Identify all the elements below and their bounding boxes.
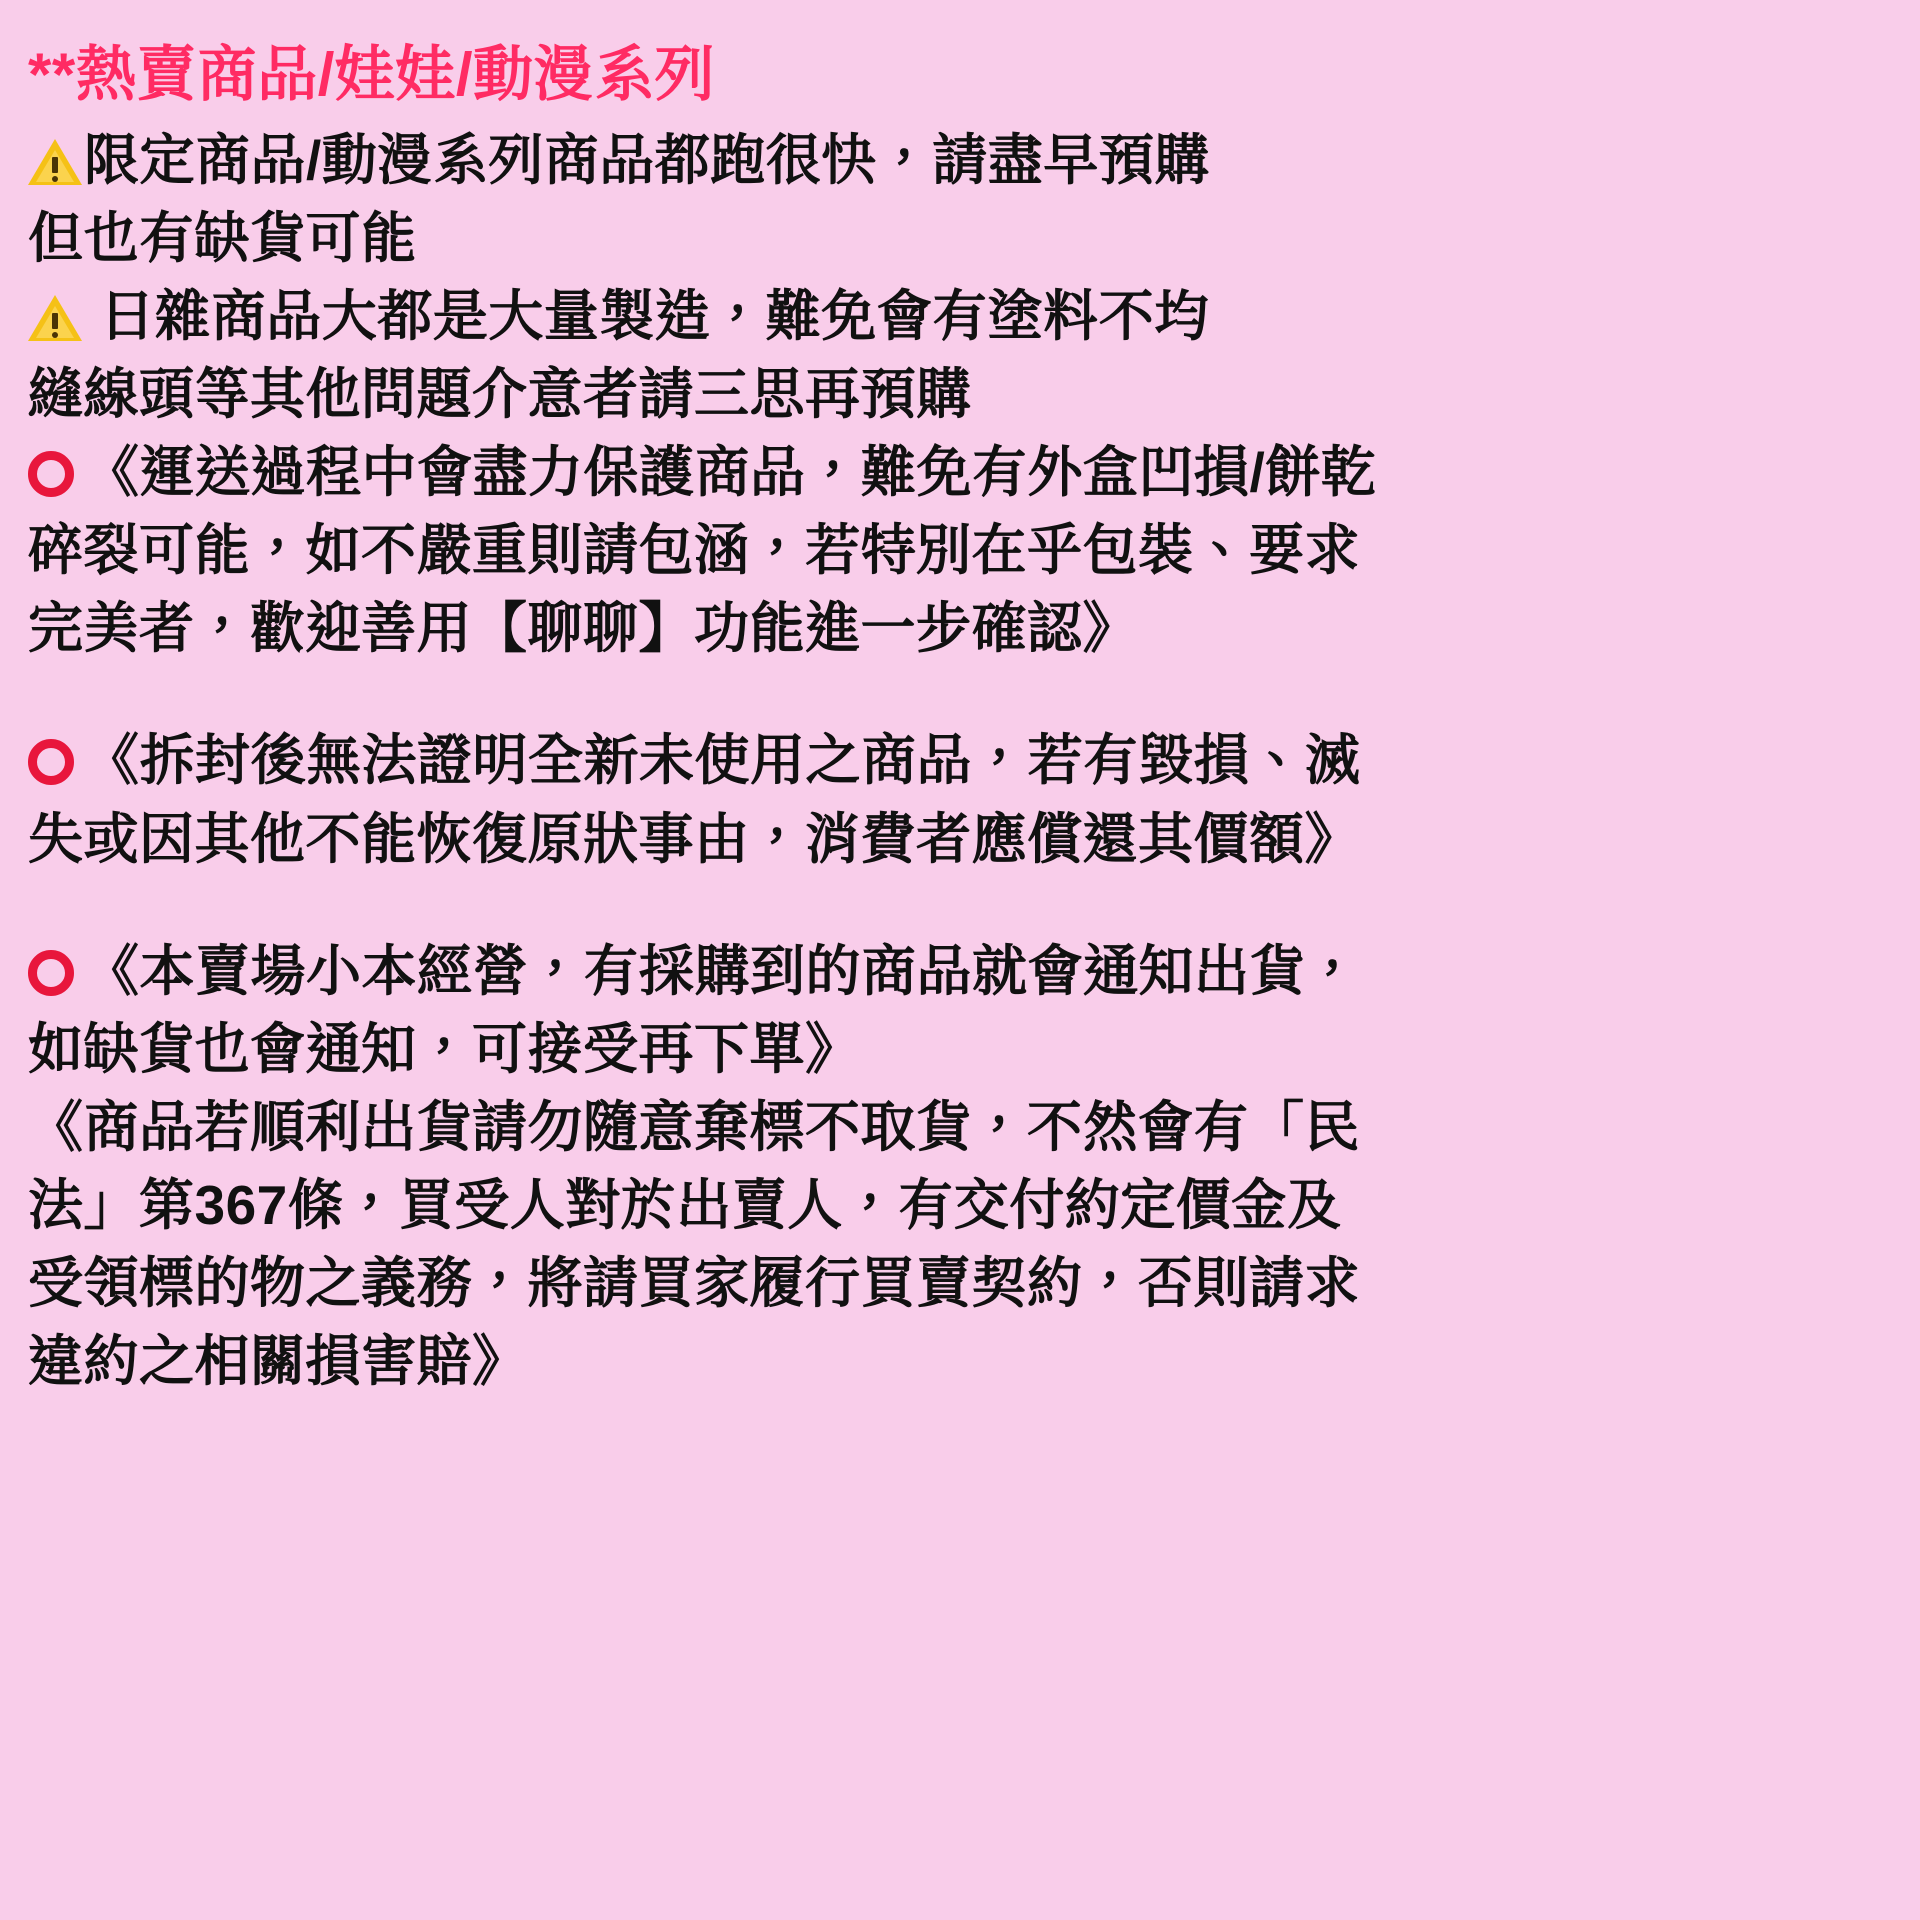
paragraph-line: 受領標的物之義務，將請買家履行買賣契約，否則請求 xyxy=(28,1252,1361,1315)
paragraph-line: 法」第367條，買受人對於出賣人，有交付約定價金及 xyxy=(28,1173,1343,1236)
paragraph-line: 失或因其他不能恢復原狀事由，消費者應償還其價額》 xyxy=(28,807,1361,870)
paragraph-warning-quality xyxy=(28,277,1876,433)
spacer xyxy=(28,667,1876,721)
paragraph-return-policy xyxy=(28,721,1876,877)
paragraph-legal-notice xyxy=(28,1088,1876,1400)
paragraph-line: 但也有缺貨可能 xyxy=(28,206,417,269)
paragraph-line: 《商品若順利出貨請勿隨意棄標不取貨，不然會有「民 xyxy=(28,1095,1361,1158)
paragraph-warning-stock xyxy=(28,121,1876,277)
paragraph-line: 縫線頭等其他問題介意者請三思再預購 xyxy=(28,363,972,426)
paragraph-line: 《拆封後無法證明全新未使用之商品，若有毀損、滅 xyxy=(84,729,1361,792)
paragraph-line: 如缺貨也會通知，可接受再下單》 xyxy=(28,1017,861,1080)
red-circle-icon xyxy=(28,451,74,497)
page-title: **熱賣商品/娃娃/動漫系列 xyxy=(28,41,716,108)
paragraph-line: 《運送過程中會盡力保護商品，難免有外盒凹損/餅乾 xyxy=(84,441,1377,504)
paragraph-shop-operation xyxy=(28,932,1876,1088)
red-circle-icon xyxy=(28,950,74,996)
paragraph-line: 完美者，歡迎善用【聊聊】功能進一步確認》 xyxy=(28,597,1139,660)
spacer xyxy=(28,878,1876,932)
paragraph-shipping-protection xyxy=(28,433,1876,667)
red-circle-icon xyxy=(28,739,74,785)
paragraph-line: 碎裂可能，如不嚴重則請包涵，若特別在乎包裝、要求 xyxy=(28,519,1361,582)
paragraph-line: 日雜商品大都是大量製造，難免會有塗料不均 xyxy=(84,284,1210,347)
paragraph-line: 違約之相關損害賠》 xyxy=(28,1330,528,1393)
warning-triangle-icon xyxy=(28,137,82,185)
warning-triangle-icon xyxy=(28,293,82,341)
paragraph-line: 《本賣場小本經營，有採購到的商品就會通知出貨， xyxy=(84,939,1361,1002)
notice-body xyxy=(28,121,1876,1400)
paragraph-line: 限定商品/動漫系列商品都跑很快，請盡早預購 xyxy=(84,128,1210,191)
